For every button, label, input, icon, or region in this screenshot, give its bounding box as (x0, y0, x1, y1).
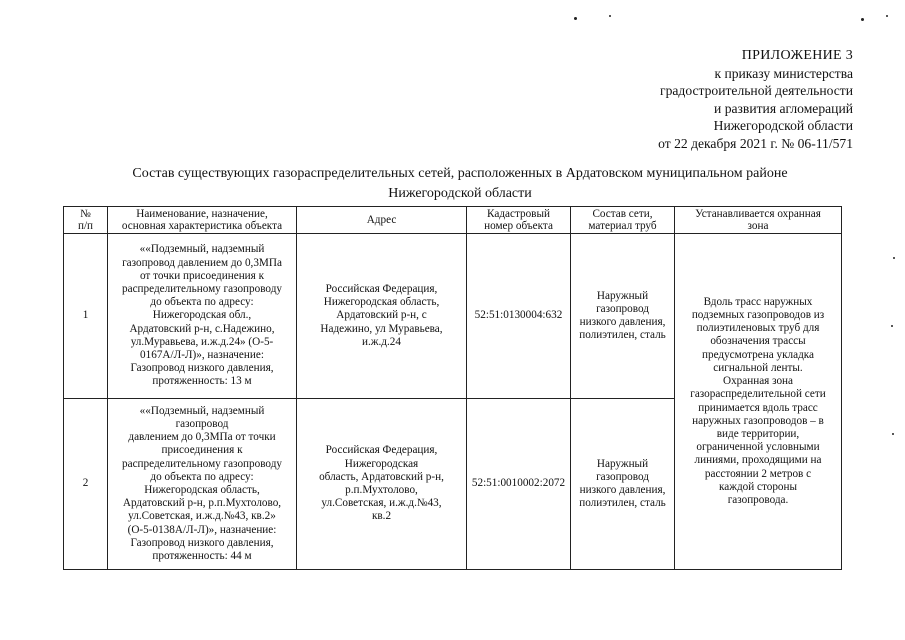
document-title (60, 164, 860, 203)
appendix-line: к приказу министерства (714, 65, 853, 81)
object-address: Российская Федерация, Нижегородская область, Ардатовский р-н, с Надежино, ул Муравьева, и.ж.д.24 (297, 234, 467, 399)
appendix-heading: ПРИЛОЖЕНИЕ 3 (741, 48, 853, 63)
protection-zone: Вдоль трасс наружных подземных газопроводов из полиэтиленовых труб для обозначения трассы предусмотрена укладка сигнальной ленты. Охранная зона газораспределительной сети принимается вдоль трасс наружных газопроводов – в виде территории, ограниченной условными линиями, проходящими на расстоянии 2 метров с каждой стороны газопровода. (675, 234, 842, 570)
network-composition: Наружный газопровод низкого давления, полиэтилен, сталь (571, 234, 675, 399)
header-zone: Устанавливается охранная зона (675, 207, 842, 234)
appendix-date-number: от 22 декабря 2021 г. № 06-11/571 (658, 135, 853, 151)
header-network: Состав сети, материал труб (571, 207, 675, 234)
row-number: 1 (64, 234, 108, 399)
appendix-block (593, 47, 853, 153)
cadastral-number: 52:51:0010002:2072 (467, 399, 571, 570)
appendix-line: Нижегородской области (713, 118, 853, 134)
table-header-row (64, 207, 842, 234)
title-line: Нижегородской области (388, 185, 532, 201)
header-name: Наименование, назначение, основная характеристика объекта (108, 207, 297, 234)
cadastral-number: 52:51:0130004:632 (467, 234, 571, 399)
header-num: № п/п (64, 207, 108, 234)
table-row (64, 234, 842, 399)
object-description: ««Подземный, надземный газопровод давлением до 0,3МПа от точки присоединения к распределительному газопроводу до объекта по адресу: Нижегородская область, Ардатовский р-н, р.п.Мухтолово, ул.Советская, и.ж.д.№43, кв.2» (О-5-0138А/Л-Л)», назначение: Газопровод низкого давления, протяженность: 44 м (108, 399, 297, 570)
scan-speck (609, 15, 611, 17)
title-line: Состав существующих газораспределительных сетей, расположенных в Ардатовском муниципальном районе (132, 166, 788, 181)
scan-speck (861, 18, 864, 21)
appendix-line: и развития агломераций (714, 100, 853, 116)
scan-speck (893, 257, 895, 259)
scan-speck (891, 325, 893, 327)
header-address: Адрес (297, 207, 467, 234)
appendix-line: градостроительной деятельности (660, 83, 853, 99)
object-address: Российская Федерация, Нижегородская область, Ардатовский р-н, р.п.Мухтолово, ул.Советская, и.ж.д.№43, кв.2 (297, 399, 467, 570)
row-number: 2 (64, 399, 108, 570)
header-cadastral: Кадастровый номер объекта (467, 207, 571, 234)
scan-speck (892, 433, 894, 435)
network-composition: Наружный газопровод низкого давления, полиэтилен, сталь (571, 399, 675, 570)
gas-network-table (63, 206, 842, 570)
scan-speck (574, 17, 577, 20)
object-description: ««Подземный, надземный газопровод давлением до 0,3МПа от точки присоединения к распределительному газопроводу до объекта по адресу: Нижегородская обл., Ардатовский р-н, с.Надежино, ул.Муравьева, и.ж.д.24» (О-5- 0167А/Л-Л)», назначение: Газопровод низкого давления, протяженность: 13 м (108, 234, 297, 399)
scan-speck (886, 15, 888, 17)
